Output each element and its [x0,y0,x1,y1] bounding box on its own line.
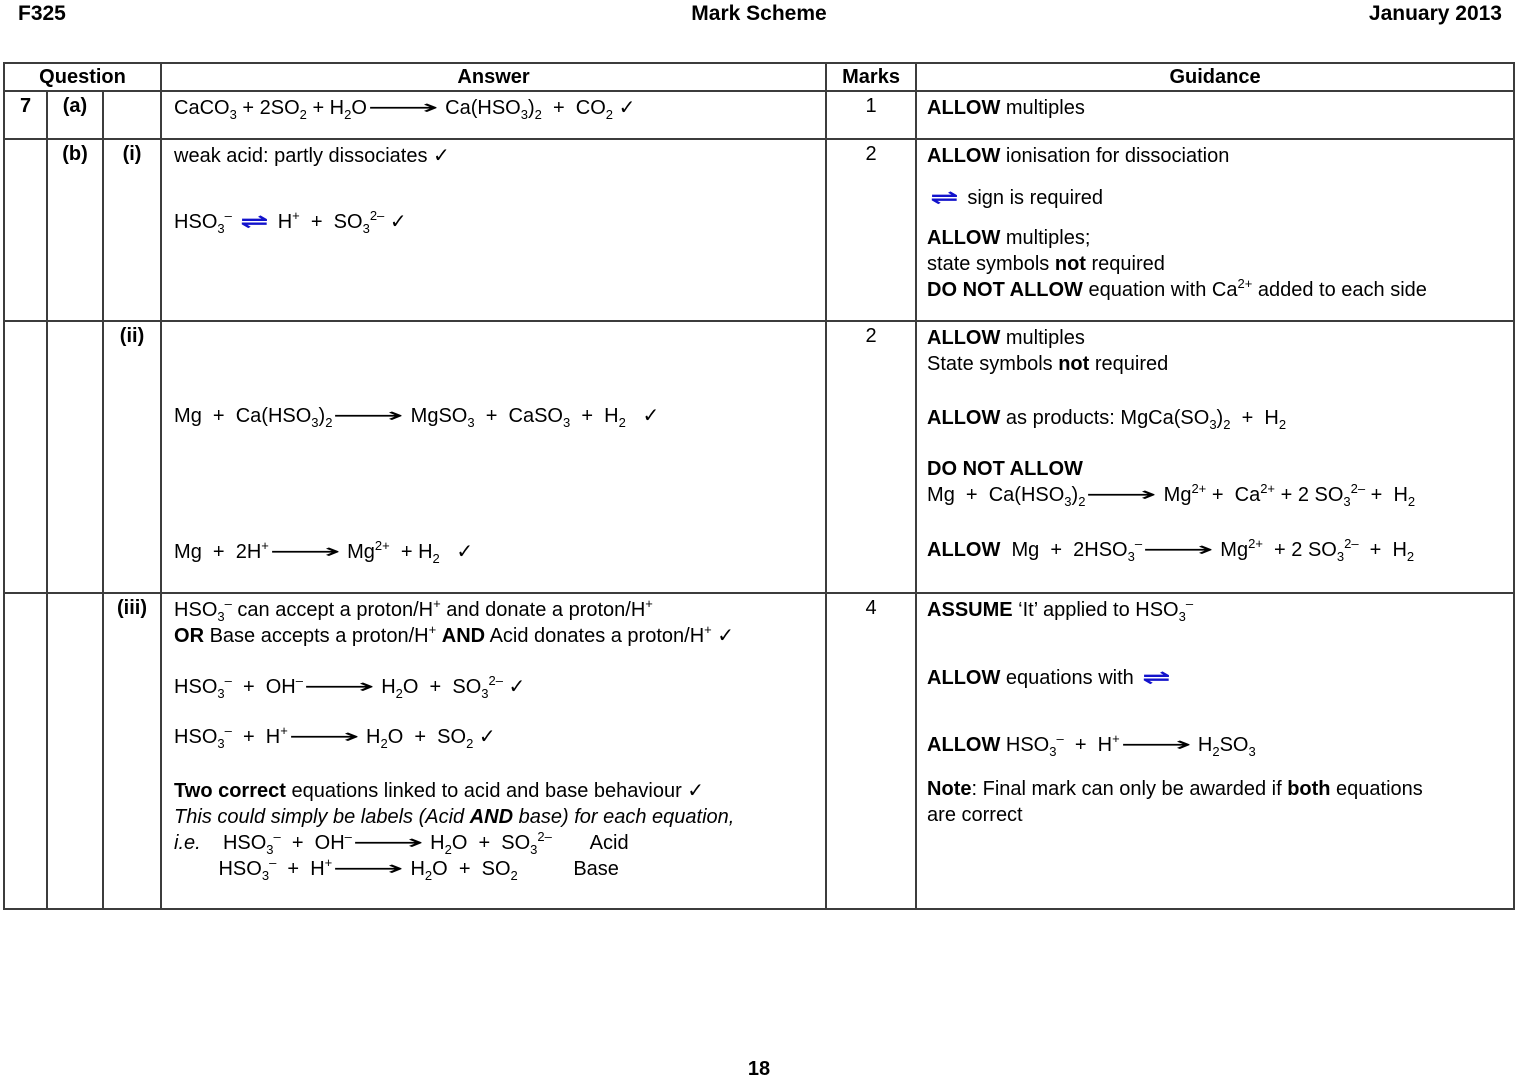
answer-text [162,322,825,565]
text-line: ALLOW multiples; [927,227,1091,249]
text-line: State symbols not required [927,353,1169,375]
line-spacer [927,431,1509,456]
answer-text [162,92,825,121]
subpart-label-cell [103,91,161,139]
document-date: January 2013 [1368,2,1502,25]
line-spacer [927,169,1509,185]
subpart-label-cell [103,593,161,909]
text-line: ALLOW as products: $MgCa(SO_3)_2 + H_2$ [927,407,1287,432]
part-label-cell [47,139,103,321]
text-line: $HSO_3^-$ can accept a proton/H+ and donate a proton/H+ [174,596,653,624]
part-label-cell [47,593,103,909]
line-spacer [927,211,1509,225]
subpart-label [104,92,160,95]
text-line: ASSUME ‘It’ applied to $HSO_3^-$ [927,596,1194,624]
question-number [5,322,46,325]
subpart-label-cell [103,321,161,593]
table-row-7bii [4,321,1514,593]
text-line: This could simply be labels (Acid AND base) for each equation, [174,806,735,828]
subpart-label: (i) [122,143,142,165]
page-number: 18 [747,1058,771,1080]
question-number [5,594,46,597]
marks-value: 4 [865,597,877,619]
header-guidance: Guidance [916,63,1514,91]
marks-cell [826,593,916,909]
answer-cell [161,91,826,139]
subpart-label: (ii) [119,325,145,347]
header-marks: Marks [826,63,916,91]
table-row-7biii [4,593,1514,909]
header-question: Question [4,63,161,91]
text-line: weak acid: partly dissociates ✓ [174,145,450,167]
line-spacer [174,750,821,778]
line-spacer [927,377,1509,405]
question-number-cell [4,139,47,321]
guidance-cell [916,321,1514,593]
answer-cell [161,593,826,909]
text-line: DO NOT ALLOW equation with $Ca^{2+}$ added to each side [927,276,1427,301]
text-line: ⇌ sign is required [930,187,1103,209]
guidance-cell [916,139,1514,321]
table-row-7a [4,91,1514,139]
question-number-cell [4,593,47,909]
guidance-text [917,92,1513,121]
text-line: ALLOW multiples [927,327,1085,349]
guidance-cell [916,593,1514,909]
text-line: ALLOW multiples [927,97,1085,119]
text-line: CaCO$_3$ + $2SO_2$ + $H_2O⟶$ $Ca(HSO_3)_2 + CO_2$ ✓ [174,97,636,122]
text-line: Two correct equations linked to acid and base behaviour ✓ [174,780,705,802]
line-spacer [927,691,1509,732]
line-spacer [174,325,821,403]
line-spacer [927,508,1509,537]
text-line: ALLOW equations with ⇌ [927,667,1171,689]
text-line: Mg + 2H+⟶ $Mg^{2+} + H_2$ ✓ [174,538,474,566]
marks-cell [826,139,916,321]
text-line: $HSO_3^-$ + H+⟶ $H_2O + SO_2$ Base [174,855,619,883]
question-number-cell [4,321,47,593]
text-line: $Mg + Ca(HSO_3)_2⟶$ MgSO$_3$ + CaSO$_3$ + $H_2$ ✓ [174,405,660,430]
marks-value: 1 [865,95,877,117]
marks-value: 2 [865,143,877,165]
text-line: DO NOT ALLOW [927,458,1083,480]
text-line: $HSO_3^-$ ⇌ $H^+ + SO_3^{2-}$ ✓ [174,208,407,236]
text-line: Note: Final mark can only be awarded if both equations [927,778,1423,800]
part-label: (a) [62,95,88,117]
answer-cell [161,321,826,593]
document-code: F325 [18,2,66,25]
text-line: i.e. $HSO_3^-$ + OH–⟶ $H_2O + SO_3^{2-}$ Acid [174,829,629,857]
line-spacer [174,429,821,539]
text-line: are correct [927,804,1023,826]
part-label-cell [47,91,103,139]
marks-cell [826,91,916,139]
part-label [48,594,102,597]
guidance-cell [916,91,1514,139]
text-line: state symbols not required [927,253,1165,275]
header-answer: Answer [161,63,826,91]
table-header-row [4,63,1514,91]
text-line: $HSO_3^-$ + H+⟶ $H_2O + SO_2$ ✓ [174,723,496,751]
part-label: (b) [62,143,88,165]
answer-text [162,140,825,235]
line-spacer [174,649,821,674]
table-row-7bi [4,139,1514,321]
text-line: ALLOW $Mg + 2HSO_3^-⟶$ $Mg^{2+} + 2$ $SO_3^{2-} + H_2$ [927,536,1415,564]
part-label [48,322,102,325]
guidance-text [917,140,1513,303]
question-number-cell [4,91,47,139]
mark-scheme-table [3,62,1515,910]
guidance-text [917,594,1513,828]
answer-text [162,594,825,882]
line-spacer [927,758,1509,776]
text-line: ALLOW ionisation for dissociation [927,145,1230,167]
text-line: $Mg + Ca(HSO_3)_2⟶$ $Mg^{2+} + Ca^{2+} + 2$ $SO_3^{2-} + H_2$ [927,481,1416,509]
question-number: 7 [19,95,32,117]
text-line: OR Base accepts a proton/H+ AND Acid donates a proton/H+ ✓ [174,622,735,647]
line-spacer [174,169,821,209]
subpart-label-cell [103,139,161,321]
part-label-cell [47,321,103,593]
line-spacer [174,700,821,724]
answer-cell [161,139,826,321]
marks-cell [826,321,916,593]
line-spacer [927,623,1509,665]
guidance-text [917,322,1513,563]
text-line: $HSO_3^-$ + OH–⟶ $H_2O + SO_3^{2-}$ ✓ [174,673,526,701]
document-header [0,2,1518,28]
text-line: ALLOW $HSO_3^-$ + H+⟶ $H_2SO_3$ [927,731,1256,759]
marks-value: 2 [865,325,877,347]
subpart-label: (iii) [117,597,148,619]
document-title: Mark Scheme [691,2,827,25]
question-number [5,140,46,143]
